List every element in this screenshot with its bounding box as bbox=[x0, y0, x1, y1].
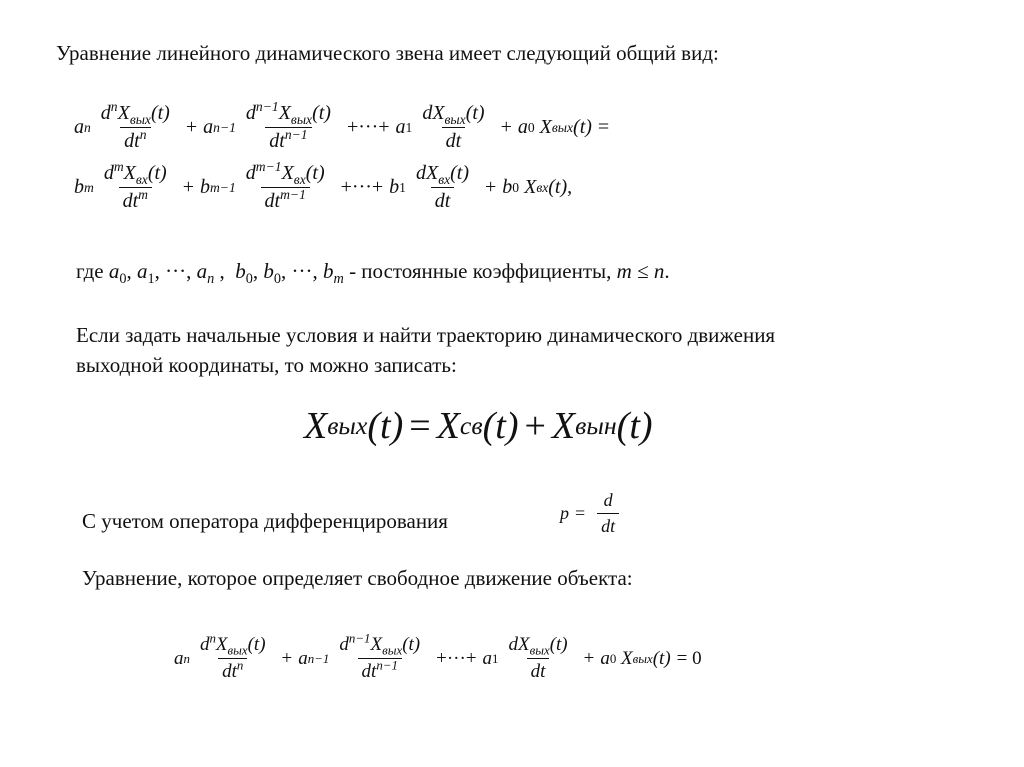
variable-subscript: вых bbox=[129, 111, 151, 127]
general-equation-lhs bbox=[74, 98, 615, 153]
coef-symbol: a bbox=[395, 116, 406, 138]
plus-sign: + bbox=[182, 176, 194, 198]
coef-symbol: a bbox=[517, 116, 528, 138]
argument: (t) bbox=[573, 116, 592, 138]
variable-subscript: вых bbox=[444, 111, 466, 127]
variable: X bbox=[215, 634, 228, 655]
variable: X bbox=[539, 116, 552, 138]
dX-symbol: dX bbox=[422, 102, 445, 124]
separator: , bbox=[252, 259, 264, 283]
separator: , bbox=[126, 259, 137, 283]
d-symbol: d bbox=[199, 634, 210, 655]
variable: X bbox=[524, 176, 537, 198]
derivative-fraction bbox=[242, 98, 335, 153]
d-symbol: d bbox=[245, 162, 256, 184]
numerator bbox=[335, 630, 424, 658]
variable-subscript: вх bbox=[293, 171, 306, 187]
variable-subscript: вых bbox=[529, 642, 550, 658]
coef-subscript: 0 bbox=[119, 270, 127, 287]
coef-subscript: 0 bbox=[245, 270, 253, 287]
coef-symbol: a bbox=[196, 259, 208, 283]
ellipsis: ··· bbox=[291, 259, 313, 283]
coef-symbol: a bbox=[108, 259, 120, 283]
term-a1: a 1 bbox=[482, 647, 499, 669]
variable: X bbox=[123, 162, 136, 184]
argument: (t) bbox=[402, 634, 421, 655]
argument: (t) bbox=[616, 405, 653, 447]
numerator bbox=[412, 162, 473, 187]
equals-sign: = bbox=[409, 405, 431, 447]
coef-symbol: b bbox=[323, 259, 334, 283]
x-forced: X bbox=[551, 405, 576, 447]
description-text: - постоянные коэффициенты, bbox=[343, 259, 612, 283]
denominator bbox=[431, 187, 455, 213]
separator: , bbox=[154, 259, 166, 283]
dt-symbol: dt bbox=[124, 130, 140, 152]
argument: (t) bbox=[312, 102, 331, 124]
separator: , bbox=[186, 259, 197, 283]
argument: (t) bbox=[548, 176, 568, 198]
condition-n: n bbox=[653, 259, 665, 283]
numerator bbox=[505, 634, 572, 658]
argument: (t) bbox=[652, 647, 671, 669]
plus-sign: + bbox=[485, 176, 497, 198]
numerator bbox=[196, 630, 270, 658]
dt-symbol: dt bbox=[434, 190, 451, 212]
variable-subscript: вых bbox=[227, 642, 248, 658]
intro-text: Уравнение линейного динамического звена имеет следующий общий вид: bbox=[56, 41, 719, 65]
dt-symbol: dt bbox=[269, 130, 285, 152]
denominator: dt bbox=[597, 513, 619, 537]
term-an-1: a n−1 bbox=[298, 647, 330, 669]
dt-symbol: dt bbox=[361, 661, 377, 682]
variable-subscript: вых bbox=[382, 642, 403, 658]
denominator bbox=[218, 658, 247, 683]
term-an-1: a n−1 bbox=[203, 116, 236, 138]
order-superscript: n bbox=[236, 657, 244, 673]
argument: (t) bbox=[549, 634, 568, 655]
argument: (t) bbox=[367, 405, 404, 447]
comma: , bbox=[567, 176, 573, 198]
dt-symbol: dt bbox=[445, 130, 462, 152]
argument: (t) bbox=[465, 102, 485, 124]
coef-symbol: a bbox=[482, 647, 493, 669]
initial-conditions-line1: Если задать начальные условия и найти траекторию динамического движения bbox=[76, 323, 776, 347]
numerator bbox=[97, 98, 174, 127]
free-motion-text: Уравнение, которое определяет свободное движение объекта: bbox=[82, 566, 633, 590]
coef-symbol: a bbox=[174, 647, 184, 669]
ellipsis-sum: +···+ bbox=[340, 176, 384, 198]
denominator bbox=[442, 127, 466, 153]
term-b0: b 0 X вх (t) bbox=[502, 176, 568, 198]
order-superscript: m−1 bbox=[280, 186, 306, 202]
derivative-fraction bbox=[100, 158, 171, 213]
order-superscript: m−1 bbox=[255, 158, 282, 174]
dX-symbol: dX bbox=[508, 634, 530, 655]
x-free: X bbox=[436, 405, 460, 447]
coef-subscript: 1 bbox=[147, 270, 155, 287]
term-bm: b m bbox=[74, 176, 94, 198]
operator-fraction bbox=[597, 490, 619, 537]
plus-sign: + bbox=[524, 405, 546, 447]
argument: (t) bbox=[147, 162, 167, 184]
coef-symbol: a bbox=[600, 647, 610, 669]
coefficients-description: где $a_0$, $a_1$, ···, $a_n$ , $b_0$, $b_0$, ···, $b_m$ - постоянные коэффициенты, m ≤ n. bbox=[76, 259, 670, 287]
order-superscript: n bbox=[209, 630, 216, 646]
condition-le: ≤ bbox=[631, 259, 654, 283]
d-symbol: d bbox=[339, 634, 349, 655]
order-superscript: m bbox=[138, 186, 148, 202]
denominator bbox=[358, 658, 402, 683]
decomposition-equation: X вых (t) = X св (t) + X вын (t) bbox=[304, 405, 653, 447]
plus-sign: + bbox=[500, 116, 512, 138]
coef-symbol: b bbox=[235, 259, 246, 283]
term-a0: a 0 X вых (t) bbox=[600, 647, 671, 669]
coef-subscript: m bbox=[333, 270, 344, 287]
dt-symbol: dt bbox=[222, 661, 237, 682]
order-superscript: n−1 bbox=[255, 98, 279, 114]
equals-zero: = 0 bbox=[676, 647, 702, 669]
derivative-fraction bbox=[335, 630, 424, 683]
numerator bbox=[242, 158, 329, 187]
term-a0: a 0 X вых (t) bbox=[517, 116, 592, 138]
numerator bbox=[418, 102, 488, 127]
variable-subscript: вх bbox=[438, 171, 451, 187]
variable: X bbox=[370, 634, 383, 655]
where-word: где bbox=[76, 259, 104, 283]
term-bm-1: b m−1 bbox=[199, 176, 236, 198]
ellipsis-sum: +···+ bbox=[436, 647, 477, 669]
homogeneous-equation bbox=[174, 630, 708, 683]
x-output: X bbox=[304, 405, 328, 447]
separator: , bbox=[312, 259, 323, 283]
plus-sign: + bbox=[185, 116, 198, 138]
d-symbol: d bbox=[245, 102, 256, 124]
d-symbol: d bbox=[100, 102, 111, 124]
denominator bbox=[527, 658, 550, 683]
numerator bbox=[100, 158, 171, 187]
ellipsis-sum: +···+ bbox=[346, 116, 390, 138]
plus-sign: + bbox=[281, 647, 293, 669]
d-symbol: d bbox=[103, 162, 114, 184]
derivative-fraction bbox=[505, 634, 572, 683]
coef-symbol: a bbox=[298, 647, 308, 669]
period: . bbox=[664, 259, 670, 283]
variable: X bbox=[278, 102, 291, 124]
coef-subscript: 0 bbox=[273, 270, 282, 287]
order-superscript: n−1 bbox=[376, 657, 398, 673]
coef-subscript: n bbox=[207, 270, 215, 287]
coef-symbol: b bbox=[74, 176, 84, 198]
order-superscript: n bbox=[110, 98, 118, 114]
variable: X bbox=[621, 647, 633, 669]
argument: (t) bbox=[482, 405, 519, 447]
order-superscript: m bbox=[113, 158, 124, 174]
derivative-fraction bbox=[418, 102, 488, 153]
denominator bbox=[120, 127, 150, 153]
argument: (t) bbox=[305, 162, 325, 184]
term-an: a n bbox=[74, 116, 91, 138]
argument: (t) bbox=[150, 102, 170, 124]
term-b1: b 1 bbox=[389, 176, 406, 198]
coef-symbol: b bbox=[263, 259, 274, 283]
derivative-fraction bbox=[196, 630, 270, 683]
term-an: a n bbox=[174, 647, 190, 669]
coef-symbol: b bbox=[199, 176, 210, 198]
order-superscript: n−1 bbox=[348, 630, 371, 646]
variable-subscript: вых bbox=[290, 111, 313, 127]
order-superscript: n bbox=[139, 126, 147, 142]
dt-symbol: dt bbox=[122, 190, 139, 212]
argument: (t) bbox=[450, 162, 470, 184]
operator-definition bbox=[560, 490, 625, 537]
denominator bbox=[119, 187, 152, 213]
general-equation-rhs bbox=[74, 158, 573, 213]
coef-symbol: a bbox=[203, 116, 214, 138]
coef-symbol: b bbox=[502, 176, 513, 198]
numerator: d bbox=[603, 490, 613, 510]
ellipsis: ··· bbox=[165, 259, 187, 283]
separator: , bbox=[281, 259, 292, 283]
coef-symbol: a bbox=[74, 116, 84, 138]
plus-sign: + bbox=[583, 647, 595, 669]
variable-subscript: вх bbox=[135, 171, 148, 187]
order-superscript: n−1 bbox=[284, 126, 308, 142]
p-symbol: p bbox=[560, 503, 569, 523]
dt-symbol: dt bbox=[264, 190, 281, 212]
equals-sign: = bbox=[575, 503, 586, 523]
denominator bbox=[261, 187, 310, 213]
variable: X bbox=[281, 162, 294, 184]
operator-text: С учетом оператора дифференцирования bbox=[82, 509, 448, 533]
condition-m: m bbox=[616, 259, 632, 283]
numerator bbox=[242, 98, 335, 127]
dt-symbol: dt bbox=[530, 661, 546, 682]
initial-conditions-line2: выходной координаты, то можно записать: bbox=[76, 353, 457, 377]
argument: (t) bbox=[247, 634, 266, 655]
denominator bbox=[265, 127, 311, 153]
equals-sign: = bbox=[597, 116, 610, 138]
dX-symbol: dX bbox=[415, 162, 439, 184]
coef-symbol: b bbox=[389, 176, 400, 198]
derivative-fraction bbox=[412, 162, 473, 213]
variable: X bbox=[117, 102, 130, 124]
coef-symbol: a bbox=[136, 259, 148, 283]
derivative-fraction bbox=[97, 98, 174, 153]
term-a1: a 1 bbox=[395, 116, 413, 138]
derivative-fraction bbox=[242, 158, 329, 213]
